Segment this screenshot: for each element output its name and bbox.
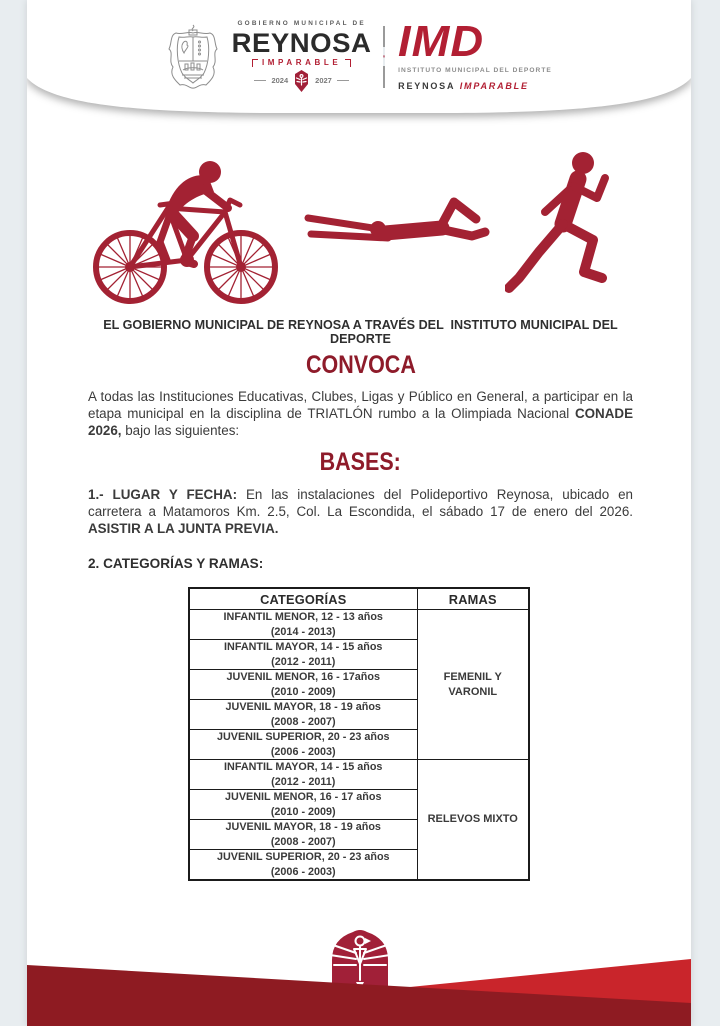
- cyclist-icon: [88, 148, 283, 306]
- junta-previa-text: ASISTIR A LA JUNTA PREVIA.: [88, 521, 279, 536]
- categorias-header: CATEGORÍAS: [189, 588, 417, 610]
- table-row: [189, 760, 529, 790]
- imd-wordmark: IMD: [398, 17, 485, 66]
- intro-paragraph: [88, 388, 633, 439]
- intro-bold-text: CONADE 2026,: [88, 406, 633, 438]
- rama-cell: FEMENIL Y VARONIL: [417, 610, 529, 760]
- convoca-title: [88, 351, 633, 380]
- eagle-shield-icon: [293, 70, 310, 92]
- intro-text: A todas las Instituciones Educativas, Clubes, Ligas y Público en General, a participar en la etapa municipal en la disciplina de TRIATLÓN rumbo a la Olimpiada Nacional: [88, 389, 633, 421]
- reynosa-wordmark: REYNOSA: [231, 27, 372, 58]
- years-row: [254, 70, 348, 92]
- imd-reynosa-label: REYNOSA: [398, 81, 456, 92]
- swimmer-icon: [292, 188, 490, 268]
- imd-imparable-label: IMPARABLE: [459, 81, 529, 92]
- bases-label: BASES:: [319, 448, 402, 476]
- imd-tagline: [398, 77, 529, 93]
- category-cell: JUVENIL MENOR, 16 - 17años (2010 - 2009): [189, 670, 417, 700]
- lugar-fecha-text: En las instalaciones del Polideportivo Reynosa, ubicado en carretera a Matamoros Km. 2.5, Col. La Escondida, el sábado 17 de enero del 2026.: [88, 487, 633, 519]
- convoca-label: CONVOCA: [305, 351, 416, 379]
- categories-table-body: [189, 610, 529, 881]
- dash-icon: [254, 80, 266, 81]
- bases-title: [88, 448, 633, 477]
- eagle-shield-icon: [383, 47, 385, 66]
- reynosa-logo: [233, 21, 370, 91]
- category-cell: INFANTIL MAYOR, 14 - 15 años (2012 - 2011): [189, 760, 417, 790]
- imparable-row: [252, 59, 351, 67]
- reynosa-coat-of-arms-icon: [166, 23, 220, 91]
- footer-banner: [27, 926, 691, 1026]
- header-logos: [27, 17, 691, 93]
- gobierno-municipal-label: GOBIERNO MUNICIPAL DE: [237, 20, 366, 28]
- bracket-right-icon: [345, 59, 351, 67]
- main-heading: EL GOBIERNO MUNICIPAL DE REYNOSA A TRAVÉS DEL INSTITUTO MUNICIPAL DEL DEPORTE: [103, 318, 622, 346]
- category-cell: INFANTIL MENOR, 12 - 13 años (2014 - 2013): [189, 610, 417, 640]
- category-cell: JUVENIL MAYOR, 18 - 19 años (2008 - 2007): [189, 820, 417, 850]
- category-cell: JUVENIL MAYOR, 18 - 19 años (2008 - 2007): [189, 700, 417, 730]
- dash-icon: [337, 80, 349, 81]
- lugar-fecha-paragraph: [88, 486, 633, 537]
- ramas-header: RAMAS: [417, 588, 529, 610]
- lugar-fecha-label: 1.- LUGAR Y FECHA:: [88, 487, 238, 502]
- category-cell: INFANTIL MAYOR, 14 - 15 años (2012 - 2011): [189, 640, 417, 670]
- table-row: [189, 610, 529, 640]
- year-start: 2024: [271, 76, 289, 85]
- runner-icon: [505, 146, 633, 298]
- intro-text-tail: bajo las siguientes:: [121, 423, 240, 438]
- rama-cell: RELEVOS MIXTO: [417, 760, 529, 881]
- categorias-ramas-heading: 2. CATEGORÍAS Y RAMAS:: [88, 556, 264, 571]
- imparable-label: IMPARABLE: [261, 57, 342, 67]
- table-header-row: [189, 588, 529, 610]
- category-cell: JUVENIL SUPERIOR, 20 - 23 años (2006 - 2003): [189, 850, 417, 881]
- imd-subtitle: INSTITUTO MUNICIPAL DEL DEPORTE: [398, 67, 552, 74]
- categories-table: [188, 587, 530, 881]
- logo-divider: [383, 26, 385, 88]
- category-cell: JUVENIL SUPERIOR, 20 - 23 años (2006 - 2003): [189, 730, 417, 760]
- year-end: 2027: [315, 76, 332, 85]
- category-cell: JUVENIL MENOR, 16 - 17 años (2010 - 2009): [189, 790, 417, 820]
- bracket-left-icon: [252, 59, 258, 67]
- imd-logo: [398, 17, 552, 93]
